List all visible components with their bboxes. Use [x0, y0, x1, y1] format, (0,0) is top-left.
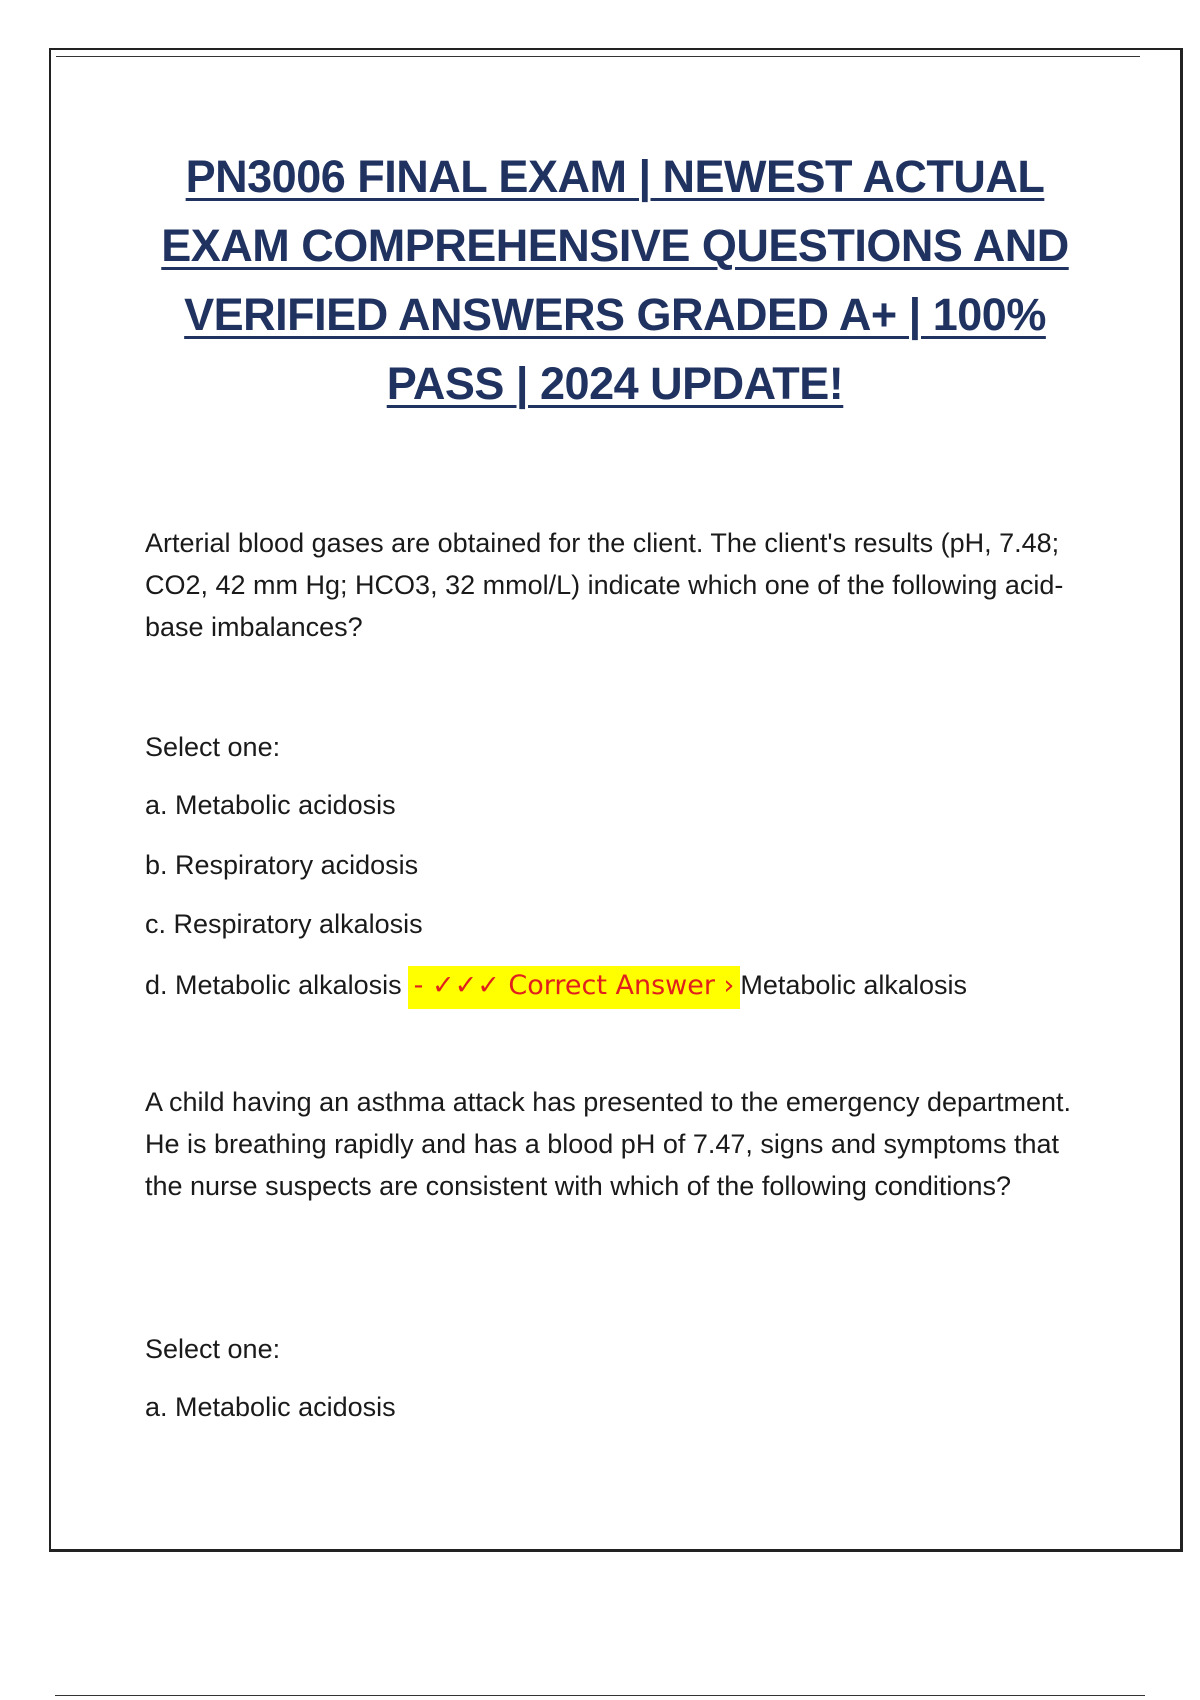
top-rule	[56, 56, 1140, 57]
question-1-option-a: a. Metabolic acidosis	[145, 790, 396, 820]
question-1-option-c: c. Respiratory alkalosis	[145, 909, 423, 939]
correct-answer-flag: - ✓✓✓ Correct Answer ›	[408, 966, 741, 1009]
question-2-option-a: a. Metabolic acidosis	[145, 1392, 396, 1422]
question-1-option-d: d. Metabolic alkalosis	[145, 970, 402, 1000]
question-2-select-label: Select one:	[145, 1334, 281, 1364]
correct-answer-text: Metabolic alkalosis	[740, 970, 967, 1000]
question-2-prompt: A child having an asthma attack has presented to the emergency department. He is breathing rapidly and has a blood pH of 7.47, signs and symptoms that the nurse suspects are consistent with which of the following conditions?	[145, 1087, 1072, 1201]
question-1-select-label: Select one:	[145, 732, 281, 762]
document-title: PN3006 FINAL EXAM | NEWEST ACTUAL EXAM COMPREHENSIVE QUESTIONS AND VERIFIED ANSWERS GRADED A+ | 100% PASS | 2024 UPDATE!	[161, 151, 1069, 409]
bottom-rule	[55, 1695, 1145, 1696]
question-1-option-b: b. Respiratory acidosis	[145, 850, 419, 880]
question-1-option-d-row	[145, 965, 967, 1006]
question-1-prompt: Arterial blood gases are obtained for the client. The client's results (pH, 7.48; CO2, 42 mm Hg; HCO3, 32 mmol/L) indicate which one of the following acid-base imbalances?	[145, 528, 1064, 642]
